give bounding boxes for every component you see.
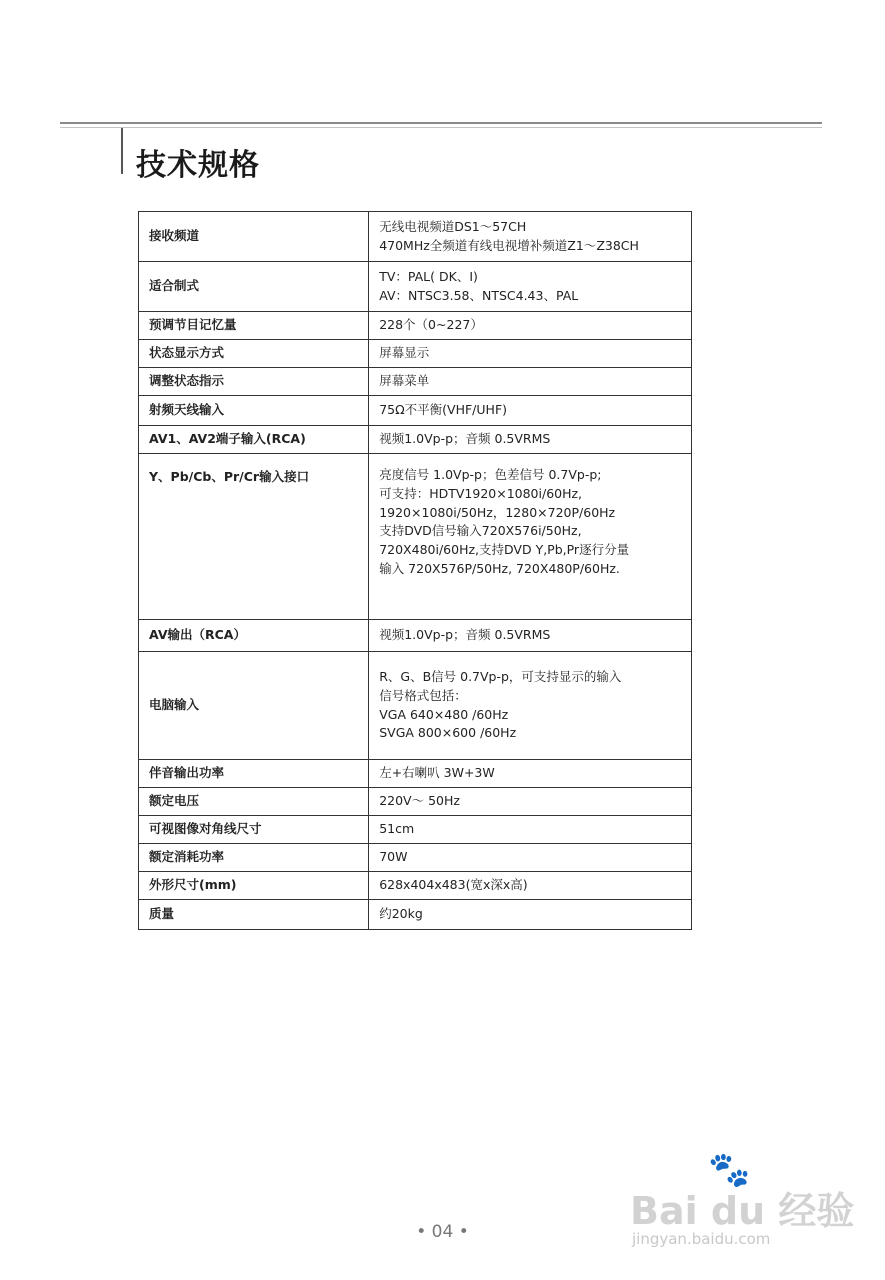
spec-value-line: 220V～ 50Hz bbox=[379, 793, 460, 809]
spec-key: 状态显示方式 bbox=[139, 340, 369, 368]
spec-value bbox=[369, 368, 692, 396]
header-rule-thin bbox=[60, 127, 822, 128]
spec-key: AV1、AV2端子输入(RCA) bbox=[139, 426, 369, 454]
table-row bbox=[139, 816, 692, 844]
table-row bbox=[139, 844, 692, 872]
page-title: 技术规格 bbox=[136, 148, 260, 183]
spec-value bbox=[369, 872, 692, 900]
spec-value-line: 视频1.0Vp-p；音频 0.5VRMS bbox=[379, 627, 551, 643]
spec-value-line: 70W bbox=[379, 849, 408, 865]
spec-value-line: AV：NTSC3.58、NTSC4.43、PAL bbox=[379, 287, 579, 303]
spec-value bbox=[369, 340, 692, 368]
watermark-brand: Bai du 经验 bbox=[630, 1189, 855, 1233]
spec-value-line: R、G、B信号 0.7Vp-p，可支持显示的输入 bbox=[379, 669, 622, 684]
spec-value bbox=[369, 760, 692, 788]
spec-value bbox=[369, 652, 692, 760]
table-row bbox=[139, 652, 692, 760]
spec-value-line: VGA 640×480 /60Hz bbox=[379, 706, 509, 722]
spec-value bbox=[369, 262, 692, 312]
paw-icon: 🐾 bbox=[708, 1150, 751, 1190]
spec-key: AV输出（RCA） bbox=[139, 620, 369, 652]
spec-value bbox=[369, 788, 692, 816]
baidu-jingyan-watermark bbox=[630, 1150, 855, 1260]
spec-key: 额定消耗功率 bbox=[139, 844, 369, 872]
table-row bbox=[139, 760, 692, 788]
table-row bbox=[139, 620, 692, 652]
spec-key: 外形尺寸(mm) bbox=[139, 872, 369, 900]
spec-value-line: 左+右喇叭 3W+3W bbox=[379, 765, 495, 781]
spec-value-line: 无线电视频道DS1～57CH bbox=[379, 218, 527, 234]
spec-value-line: TV：PAL( DK、I) bbox=[379, 268, 478, 284]
spec-key: 可视图像对角线尺寸 bbox=[139, 816, 369, 844]
spec-key: 伴音输出功率 bbox=[139, 760, 369, 788]
spec-value-line: 628x404x483(宽x深x高) bbox=[379, 877, 528, 893]
spec-value-line: 720X480i/60Hz,支持DVD Y,Pb,Pr逐行分量 bbox=[379, 542, 630, 557]
spec-value-line: 信号格式包括： bbox=[379, 687, 467, 703]
spec-key: 质量 bbox=[139, 900, 369, 930]
spec-value-line: 亮度信号 1.0Vp-p；色差信号 0.7Vp-p; bbox=[379, 467, 602, 482]
spec-value bbox=[369, 426, 692, 454]
header-rule bbox=[60, 122, 822, 124]
spec-key: 调整状态指示 bbox=[139, 368, 369, 396]
spec-key: 射频天线输入 bbox=[139, 396, 369, 426]
spec-key: Y、Pb/Cb、Pr/Cr输入接口 bbox=[139, 454, 369, 620]
spec-value-line: 支持DVD信号输入720X576i/50Hz, bbox=[379, 523, 582, 539]
spec-table bbox=[138, 211, 692, 930]
spec-value-line: SVGA 800×600 /60Hz bbox=[379, 725, 517, 741]
spec-value-line: 可支持：HDTV1920×1080i/60Hz, bbox=[379, 485, 583, 501]
table-row bbox=[139, 312, 692, 340]
spec-key: 接收频道 bbox=[139, 212, 369, 262]
table-row bbox=[139, 212, 692, 262]
spec-value-line: 228个（0~227） bbox=[379, 317, 483, 333]
page-number: • 04 • bbox=[416, 1222, 469, 1242]
spec-key: 额定电压 bbox=[139, 788, 369, 816]
spec-value-line: 470MHz全频道有线电视增补频道Z1～Z38CH bbox=[379, 237, 639, 253]
table-row bbox=[139, 426, 692, 454]
spec-value bbox=[369, 816, 692, 844]
spec-key: 预调节目记忆量 bbox=[139, 312, 369, 340]
spec-key: 电脑输入 bbox=[139, 652, 369, 760]
spec-value bbox=[369, 454, 692, 620]
spec-value bbox=[369, 620, 692, 652]
spec-value-line: 视频1.0Vp-p；音频 0.5VRMS bbox=[379, 431, 551, 447]
spec-value bbox=[369, 312, 692, 340]
table-row bbox=[139, 900, 692, 930]
spec-value bbox=[369, 844, 692, 872]
spec-value bbox=[369, 396, 692, 426]
table-row bbox=[139, 788, 692, 816]
spec-key: 适合制式 bbox=[139, 262, 369, 312]
spec-value bbox=[369, 900, 692, 930]
table-row bbox=[139, 262, 692, 312]
spec-value-line: 1920×1080i/50Hz，1280×720P/60Hz bbox=[379, 504, 616, 520]
table-row bbox=[139, 872, 692, 900]
spec-value-line: 屏幕菜单 bbox=[379, 373, 430, 389]
spec-value-line: 51cm bbox=[379, 821, 415, 837]
spec-value-line: 屏幕显示 bbox=[379, 345, 430, 361]
spec-value-line: 75Ω不平衡(VHF/UHF) bbox=[379, 402, 508, 418]
table-row bbox=[139, 340, 692, 368]
watermark-url: jingyan.baidu.com bbox=[632, 1230, 771, 1248]
table-row bbox=[139, 454, 692, 620]
spec-value-line: 约20kg bbox=[379, 906, 423, 922]
table-row bbox=[139, 396, 692, 426]
title-accent-bar bbox=[121, 128, 123, 174]
spec-value-line: 输入 720X576P/50Hz, 720X480P/60Hz. bbox=[379, 560, 620, 576]
spec-value bbox=[369, 212, 692, 262]
table-row bbox=[139, 368, 692, 396]
